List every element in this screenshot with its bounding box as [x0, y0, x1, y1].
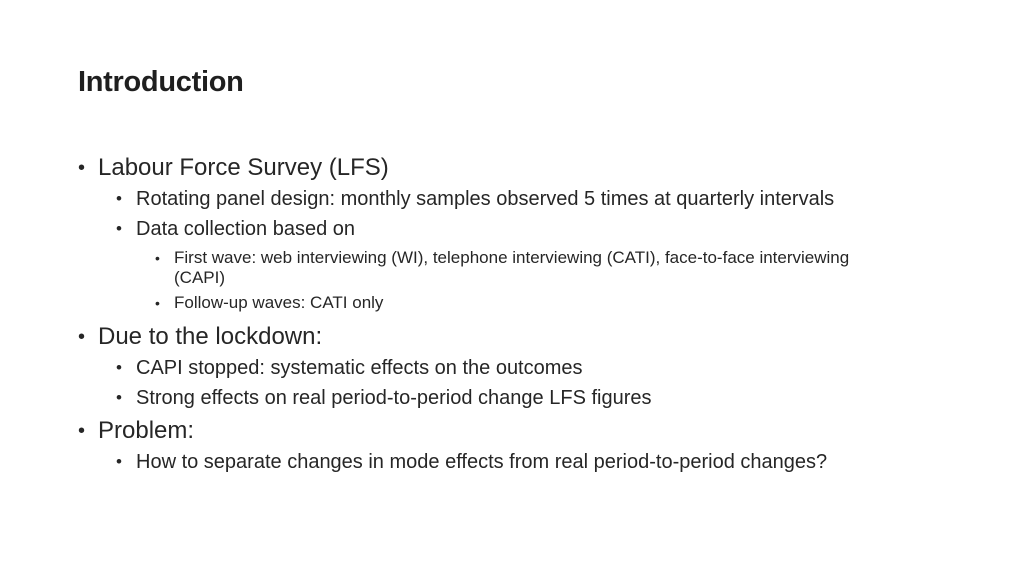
bullet-text: Due to the lockdown: — [98, 323, 323, 350]
bullet-text: Strong effects on real period-to-period change LFS figures — [136, 387, 652, 409]
bullet-text: Rotating panel design: monthly samples observed 5 times at quarterly intervals — [136, 188, 835, 210]
sub-bullet-item — [116, 187, 896, 211]
bullet-item — [78, 153, 978, 183]
bullet-icon: • — [116, 219, 122, 238]
bullet-icon: • — [78, 157, 86, 179]
bullet-icon: • — [116, 452, 122, 471]
bullet-text: Problem: — [98, 417, 195, 444]
bullet-icon: • — [116, 388, 122, 407]
bullet-icon: • — [155, 250, 160, 266]
sub-sub-bullet-item — [155, 293, 874, 313]
sub-bullet-item — [116, 356, 896, 380]
sub-sub-bullet-item — [155, 248, 874, 288]
sub-bullet-item — [116, 450, 996, 474]
bullet-icon: • — [155, 295, 160, 311]
bullet-icon: • — [78, 326, 86, 348]
bullet-text: Labour Force Survey (LFS) — [98, 154, 389, 181]
sub-bullet-item — [116, 386, 896, 410]
bullet-icon: • — [116, 189, 122, 208]
bullet-list — [78, 153, 978, 474]
bullet-icon: • — [116, 358, 122, 377]
sub-bullet-item — [116, 217, 896, 241]
bullet-icon: • — [78, 420, 86, 442]
bullet-text: Data collection based on — [136, 218, 356, 240]
bullet-text: How to separate changes in mode effects from real period-to-period changes? — [136, 451, 828, 473]
bullet-text: Follow-up waves: CATI only — [174, 293, 384, 312]
bullet-text: First wave: web interviewing (WI), telephone interviewing (CATI), face-to-face interviewing (CAPI) — [174, 248, 850, 287]
bullet-item — [78, 416, 978, 446]
slide-title: Introduction — [78, 66, 244, 98]
bullet-text: CAPI stopped: systematic effects on the outcomes — [136, 357, 583, 379]
bullet-item — [78, 322, 978, 352]
